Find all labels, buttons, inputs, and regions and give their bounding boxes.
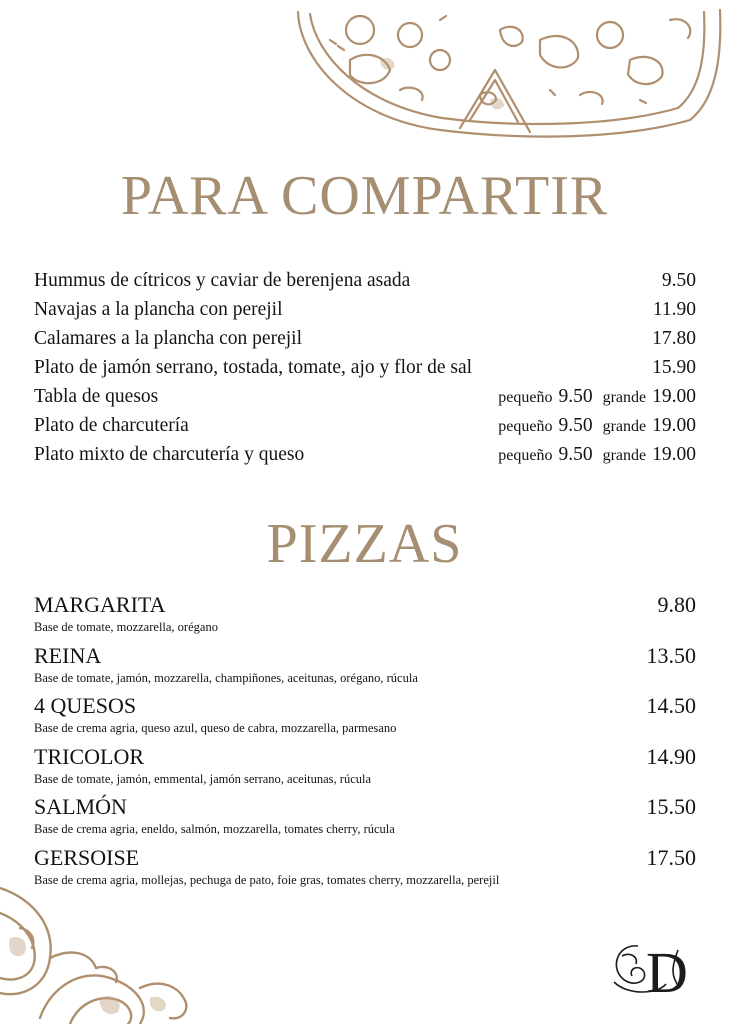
share-item-name: Plato de jamón serrano, tostada, tomate, ajo y flor de sal [34, 357, 473, 378]
pizza-name: SALMÓN [34, 794, 127, 820]
pizza-price: 14.90 [646, 743, 696, 769]
share-item-name: Plato de charcutería [34, 415, 189, 436]
pizza-item [34, 845, 696, 896]
pizza-name: GERSOISE [34, 844, 140, 870]
size-prices [498, 384, 696, 411]
large-size-price: 19.00 [652, 444, 696, 465]
share-item [34, 326, 696, 355]
pizza-price: 14.50 [646, 693, 696, 719]
logo-letter: D [646, 940, 688, 1000]
share-item-price: 11.90 [652, 299, 696, 320]
share-item-name: Plato mixto de charcutería y queso [34, 444, 305, 465]
large-size-price: 19.00 [652, 386, 696, 407]
section-title-para-compartir: PARA COMPARTIR [120, 165, 609, 227]
pizza-description: Base de tomate, jamón, emmental, jamón serrano, aceitunas, rúcula [34, 771, 372, 786]
share-item-name: Tabla de quesos [34, 386, 159, 407]
pizza-description: Base de tomate, jamón, mozzarella, champiñones, aceitunas, orégano, rúcula [34, 670, 418, 685]
large-size-label: grande [602, 447, 647, 464]
pizza-list [34, 592, 696, 896]
pizza-name: MARGARITA [34, 592, 166, 617]
share-item [34, 355, 696, 384]
share-item-price: 9.50 [661, 270, 696, 291]
share-item-price: 17.80 [652, 328, 696, 349]
share-item-name: Hummus de cítricos y caviar de berenjena asada [34, 270, 411, 291]
large-size-label: grande [602, 418, 647, 435]
small-size-label: pequeño [498, 447, 553, 464]
share-item [34, 384, 696, 413]
share-item [34, 268, 696, 297]
pizza-price: 9.80 [657, 592, 696, 617]
share-item [34, 297, 696, 326]
pizza-description: Base de crema agria, queso azul, queso de cabra, mozzarella, parmesano [34, 721, 397, 736]
small-size-price: 9.50 [558, 444, 593, 465]
pizza-description: Base de crema agria, eneldo, salmón, mozzarella, tomates cherry, rúcula [34, 822, 395, 837]
share-item-name: Navajas a la plancha con perejil [34, 299, 283, 320]
pizza-price: 13.50 [646, 642, 696, 668]
small-size-price: 9.50 [558, 386, 593, 407]
share-list [34, 268, 696, 471]
large-size-label: grande [602, 389, 647, 406]
pizza-name: REINA [34, 642, 102, 668]
share-item [34, 442, 696, 471]
small-size-label: pequeño [498, 418, 553, 435]
small-size-price: 9.50 [558, 415, 593, 436]
restaurant-logo [608, 936, 698, 1000]
size-prices [498, 413, 696, 440]
pizza-item [34, 744, 696, 795]
share-item-name: Calamares a la plancha con perejil [34, 328, 302, 349]
large-size-price: 19.00 [652, 415, 696, 436]
pizza-item [34, 693, 696, 744]
pizza-name: TRICOLOR [34, 743, 144, 769]
section-title-pizzas: PIZZAS [266, 513, 463, 575]
pizza-description: Base de tomate, mozzarella, orégano [34, 620, 218, 634]
pizza-price: 17.50 [646, 844, 696, 870]
pizza-description: Base de crema agria, mollejas, pechuga de pato, foie gras, tomates cherry, mozzarella, perejil [34, 872, 500, 887]
share-item [34, 413, 696, 442]
share-item-price: 15.90 [652, 357, 696, 378]
size-prices [498, 442, 696, 469]
pizza-item [34, 794, 696, 845]
small-size-label: pequeño [498, 389, 553, 406]
pizza-illustration [290, 0, 729, 150]
pizza-item [34, 643, 696, 694]
pizza-price: 15.50 [646, 794, 696, 820]
pizza-item [34, 592, 696, 643]
pizza-name: 4 QUESOS [34, 693, 137, 719]
